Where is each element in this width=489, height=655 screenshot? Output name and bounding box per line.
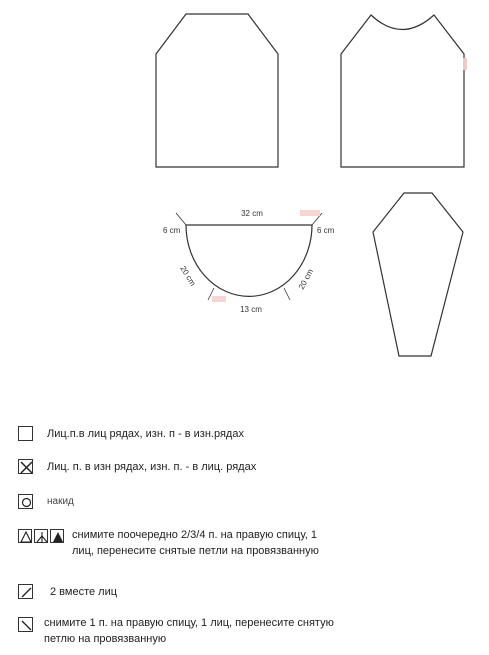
legend-row-k2tog [18,584,117,600]
legend-row-reverse [18,459,256,475]
dim-label-top: 32 cm [241,209,263,218]
legend-row-yarn-over [18,494,74,510]
slash-square-symbol [18,584,33,599]
crossed-square-symbol [18,459,33,474]
legend-text: 2 вместе лиц [50,586,118,598]
triangle-filled-symbol [50,529,64,543]
empty-square-symbol [18,426,33,441]
legend-row-decrease-multi [18,529,334,559]
tick-mark [284,288,290,300]
dim-label-left-arc: 20 cm [178,264,198,288]
backslash-square-symbol [18,617,33,632]
legend-row-knit-purl [18,426,244,442]
legend-text: снимите поочередно 2/3/4 п. на правую спицу, 1 лиц, перенесите снятые петли на провязванную [72,529,319,557]
semicircle-piece-outline [186,225,312,296]
triangle-symbols-group [18,529,64,543]
tick-mark [176,213,186,225]
color-mark [212,296,226,302]
dim-label-right-arc: 20 cm [296,267,315,291]
sleeve-piece-outline [373,193,463,356]
dim-label-bottom: 13 cm [240,305,262,314]
triangle-outline-symbol [18,529,32,543]
front-piece-outline [341,15,464,167]
legend-text: Лиц. п. в изн рядах, изн. п. - в лиц. рядах [47,461,257,473]
dim-label-left-side: 6 cm [163,226,181,235]
back-piece-outline [156,14,278,167]
legend-text: Лиц.п.в лиц рядах, изн. п - в изн.рядах [47,428,244,440]
color-mark [300,210,320,216]
dim-label-right-side: 6 cm [317,226,335,235]
legend-row-skp [18,617,344,647]
legend-text: снимите 1 п. на правую спицу, 1 лиц, перенесите снятую петлю на провязванную [44,617,334,645]
legend-text: накид [47,496,74,507]
arrow-fork-symbol [34,529,48,543]
color-mark [463,58,467,70]
circle-square-symbol [18,494,33,509]
